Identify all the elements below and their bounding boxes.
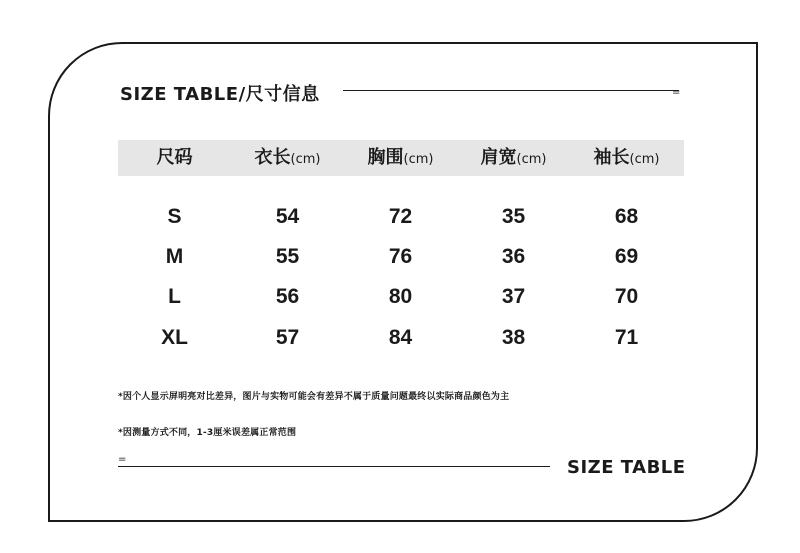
table-cell: 36 (501, 245, 526, 268)
column-header-shoulder (457, 140, 570, 176)
table-cell: L (168, 285, 181, 308)
table-cell: 55 (275, 245, 300, 268)
column-header-sleeve (570, 140, 683, 176)
table-cell: 70 (614, 285, 639, 308)
size-table-title: SIZE TABLE/尺寸信息 (120, 84, 320, 105)
table-cell: 37 (501, 285, 526, 308)
table-cell: 56 (275, 285, 300, 308)
column-header-label: 尺码 (156, 147, 193, 168)
title-rule (343, 90, 679, 91)
footer-rule-mark: = (118, 454, 127, 465)
column-header-unit: (cm) (516, 152, 547, 167)
note-display-difference: *因个人显示屏明亮对比差异，图片与实物可能会有差异不属于质量问题最终以实际商品颜色为主 (118, 392, 510, 402)
table-cell: 35 (501, 205, 526, 228)
note-measurement-error: *因测量方式不同，1-3厘米误差属正常范围 (118, 428, 297, 438)
table-cell: 38 (501, 326, 526, 349)
column-header-unit: (cm) (629, 152, 660, 167)
footer-rule (118, 466, 550, 467)
column-header-length (231, 140, 344, 176)
table-cell: XL (161, 326, 188, 349)
column-header-unit: (cm) (290, 152, 321, 167)
table-cell: 57 (275, 326, 300, 349)
column-header-label: 衣长 (254, 147, 291, 168)
footer-title: SIZE TABLE (567, 457, 686, 478)
column-header-label: 胸围 (367, 147, 404, 168)
column-header-chest (344, 140, 457, 176)
column-header-unit: (cm) (403, 152, 434, 167)
column-header-size (118, 140, 231, 176)
table-cell: 71 (614, 326, 639, 349)
card-frame (48, 42, 758, 522)
table-cell: 68 (614, 205, 639, 228)
table-cell: M (165, 245, 184, 268)
table-cell: 54 (275, 205, 300, 228)
table-cell: 80 (388, 285, 413, 308)
table-cell: 72 (388, 205, 413, 228)
table-cell: 69 (614, 245, 639, 268)
table-cell: 84 (388, 326, 413, 349)
table-cell: 76 (388, 245, 413, 268)
column-header-label: 肩宽 (480, 147, 517, 168)
column-header-label: 袖长 (593, 147, 630, 168)
title-rule-mark: = (672, 87, 681, 98)
table-cell: S (167, 205, 182, 228)
